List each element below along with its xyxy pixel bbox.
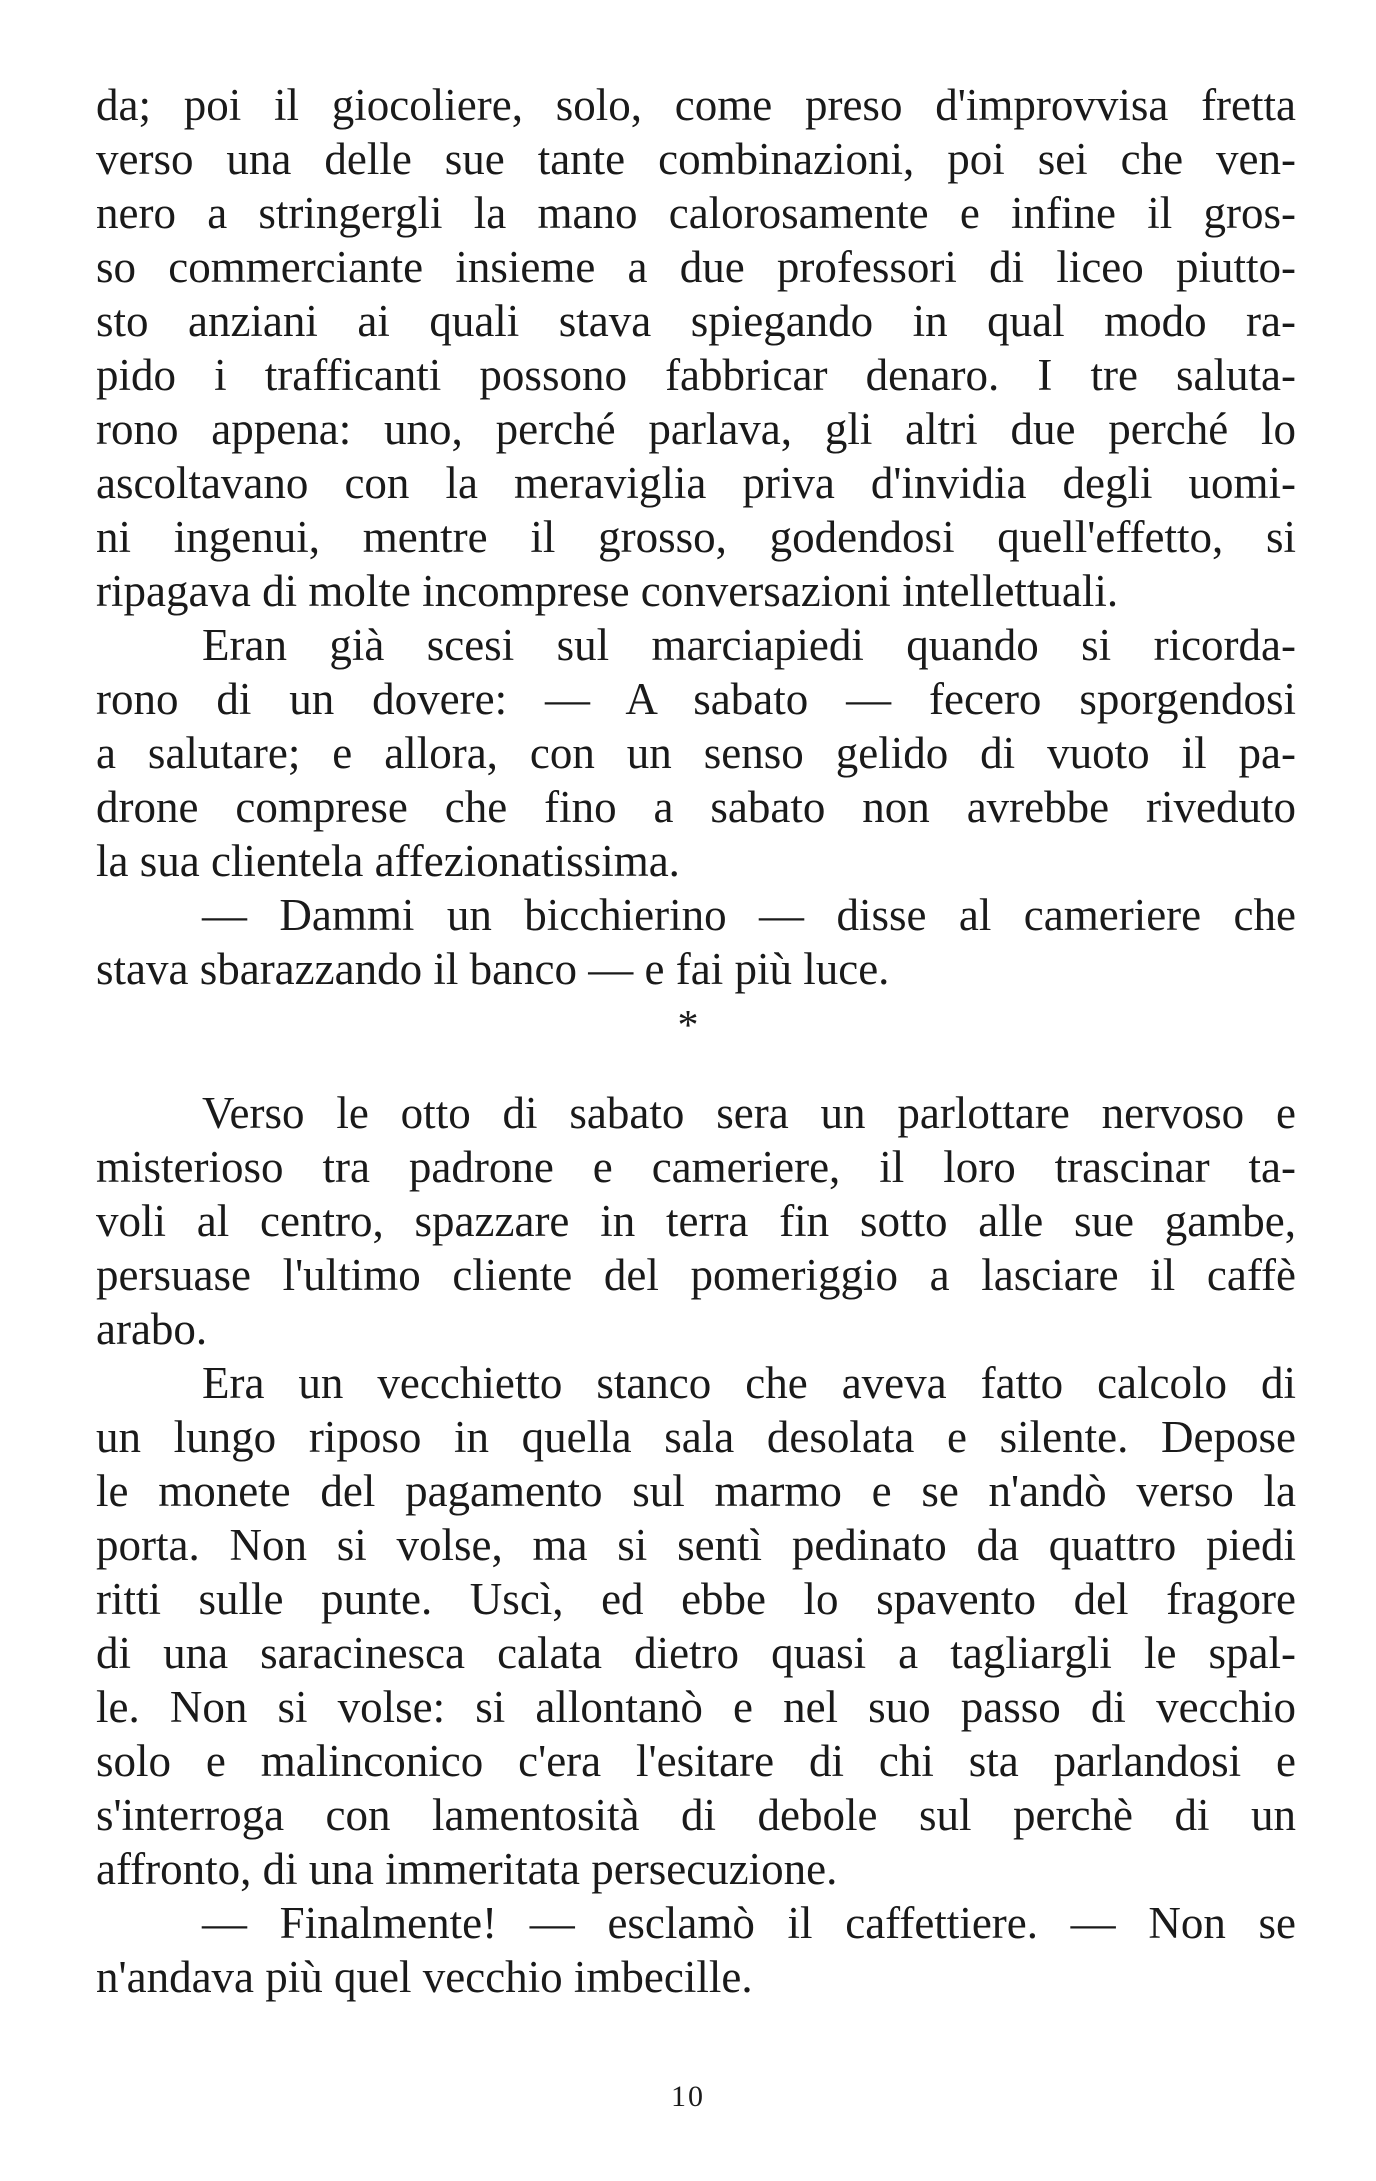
- text-line: rono di un dovere: — A sabato — fecero sporgendosi: [96, 674, 1296, 724]
- text-block-1: [96, 78, 1296, 996]
- text-line: misterioso tra padrone e cameriere, il loro trascinar ta-: [96, 1142, 1296, 1192]
- text-line: so commerciante insieme a due professori di liceo piutto-: [96, 242, 1296, 292]
- text-line: da; poi il giocoliere, solo, come preso d'improvvisa fretta: [96, 80, 1296, 130]
- text-line: pido i trafficanti possono fabbricar denaro. I tre saluta-: [96, 350, 1296, 400]
- section-separator: *: [677, 1003, 699, 1049]
- text-line: s'interroga con lamentosità di debole sul perchè di un: [96, 1790, 1296, 1840]
- text-line: a salutare; e allora, con un senso gelido di vuoto il pa-: [96, 728, 1296, 778]
- text-line: voli al centro, spazzare in terra fin sotto alle sue gambe,: [96, 1196, 1296, 1246]
- text-line: nero a stringergli la mano calorosamente e infine il gros-: [96, 188, 1296, 238]
- text-line: — Dammi un bicchierino — disse al cameriere che: [202, 890, 1296, 940]
- text-line: solo e malinconico c'era l'esitare di chi sta parlandosi e: [96, 1736, 1296, 1786]
- text-line: ascoltavano con la meraviglia priva d'invidia degli uomi-: [96, 458, 1296, 508]
- text-line: Eran già scesi sul marciapiedi quando si ricorda-: [202, 620, 1296, 670]
- text-line: ritti sulle punte. Uscì, ed ebbe lo spavento del fragore: [96, 1574, 1296, 1624]
- text-line: ripagava di molte incomprese conversazioni intellettuali.: [96, 566, 1119, 616]
- text-line: Verso le otto di sabato sera un parlottare nervoso e: [202, 1088, 1296, 1138]
- text-line: le monete del pagamento sul marmo e se n'andò verso la: [96, 1466, 1296, 1516]
- text-line: persuase l'ultimo cliente del pomeriggio a lasciare il caffè: [96, 1250, 1296, 1300]
- text-line: ni ingenui, mentre il grosso, godendosi quell'effetto, si: [96, 512, 1296, 562]
- text-line: le. Non si volse: si allontanò e nel suo passo di vecchio: [96, 1682, 1296, 1732]
- text-line: affronto, di una immeritata persecuzione.: [96, 1844, 838, 1894]
- text-line: drone comprese che fino a sabato non avrebbe riveduto: [96, 782, 1296, 832]
- page-number: 10: [671, 2080, 705, 2113]
- text-line: rono appena: uno, perché parlava, gli altri due perché lo: [96, 404, 1296, 454]
- text-line: n'andava più quel vecchio imbecille.: [96, 1952, 753, 2002]
- text-line: un lungo riposo in quella sala desolata e silente. Depose: [96, 1412, 1296, 1462]
- text-line: di una saracinesca calata dietro quasi a tagliargli le spal-: [96, 1628, 1296, 1678]
- text-line: verso una delle sue tante combinazioni, poi sei che ven-: [96, 134, 1296, 184]
- text-line: Era un vecchietto stanco che aveva fatto calcolo di: [202, 1358, 1296, 1408]
- text-line: porta. Non si volse, ma si sentì pedinato da quattro piedi: [96, 1520, 1296, 1570]
- text-line: sto anziani ai quali stava spiegando in qual modo ra-: [96, 296, 1296, 346]
- text-line: stava sbarazzando il banco — e fai più luce.: [96, 944, 890, 994]
- text-line: arabo.: [96, 1304, 208, 1354]
- text-line: la sua clientela affezionatissima.: [96, 836, 680, 886]
- text-block-2: [96, 1086, 1296, 2004]
- text-line: — Finalmente! — esclamò il caffettiere. — Non se: [202, 1898, 1296, 1948]
